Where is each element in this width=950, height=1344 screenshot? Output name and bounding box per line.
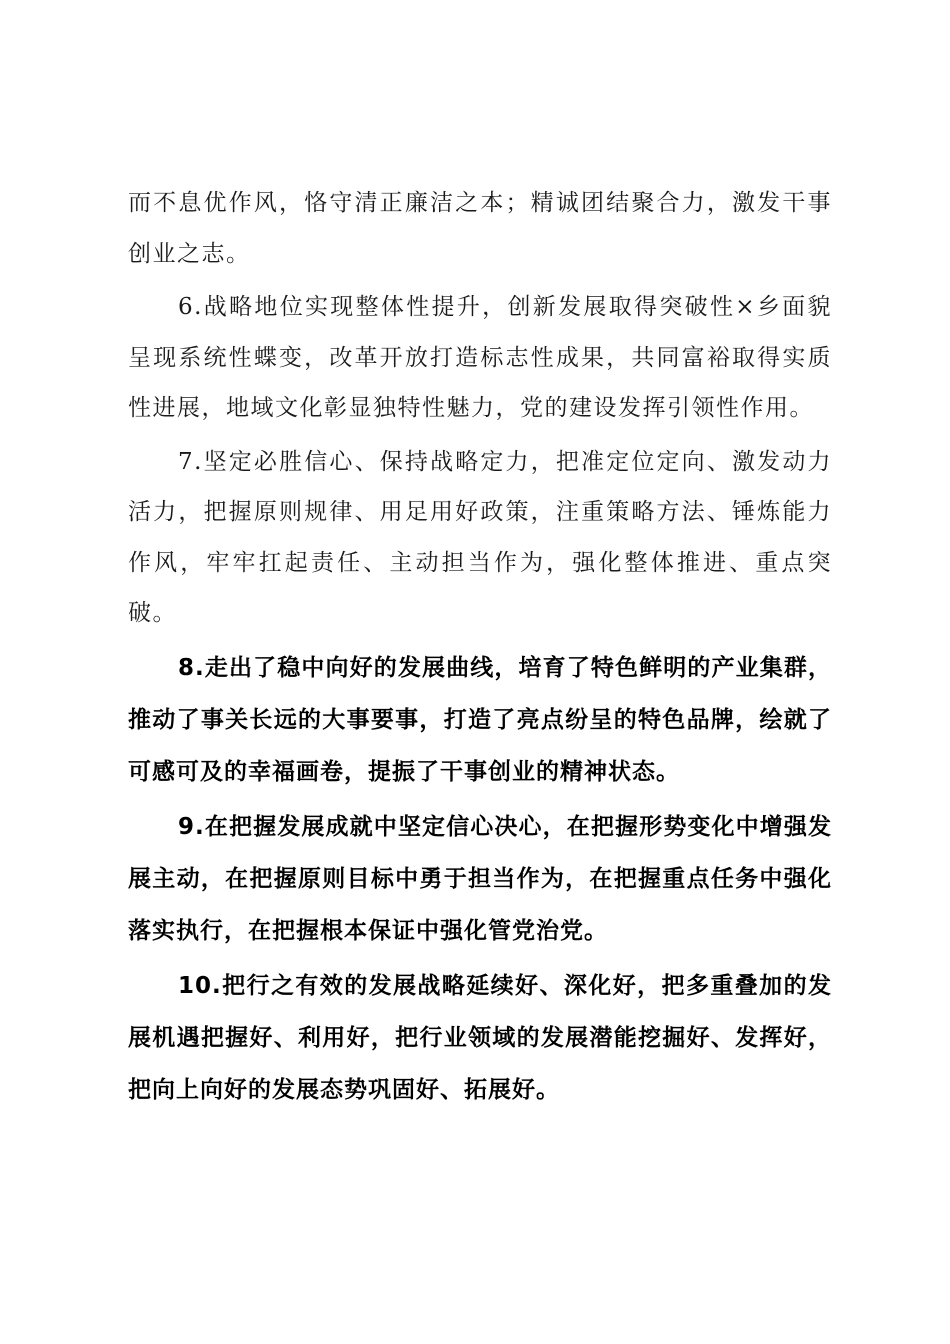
document-body xyxy=(128,178,832,1119)
paragraph-item-7: 7.坚定必胜信心、保持战略定力，把准定位定向、激发动力活力，把握原则规律、用足用好政策，注重策略方法、锤炼能力作风，牢牢扛起责任、主动担当作为，强化整体推进、重点突破。 xyxy=(128,448,832,626)
paragraph-item-9: 9.在把握发展成就中坚定信心决心，在把握形势变化中增强发展主动，在把握原则目标中勇于担当作为，在把握重点任务中强化落实执行，在把握根本保证中强化管党治党。 xyxy=(128,813,832,944)
paragraph-item-8: 8.走出了稳中向好的发展曲线，培育了特色鲜明的产业集群，推动了事关长远的大事要事，打造了亮点纷呈的特色品牌，绘就了可感可及的幸福画卷，提振了干事创业的精神状态。 xyxy=(128,654,832,785)
paragraph-item-6: 6.战略地位实现整体性提升，创新发展取得突破性×乡面貌呈现系统性蝶变，改革开放打造标志性成果，共同富裕取得实质性进展，地域文化彰显独特性魅力，党的建设发挥引领性作用。 xyxy=(128,294,832,421)
paragraph-continuation: 而不息优作风，恪守清正廉洁之本；精诚团结聚合力，激发干事创业之志。 xyxy=(128,190,832,267)
paragraph-item-10: 10.把行之有效的发展战略延续好、深化好，把多重叠加的发展机遇把握好、利用好，把行业领域的发展潜能挖掘好、发挥好，把向上向好的发展态势巩固好、拓展好。 xyxy=(128,972,832,1103)
